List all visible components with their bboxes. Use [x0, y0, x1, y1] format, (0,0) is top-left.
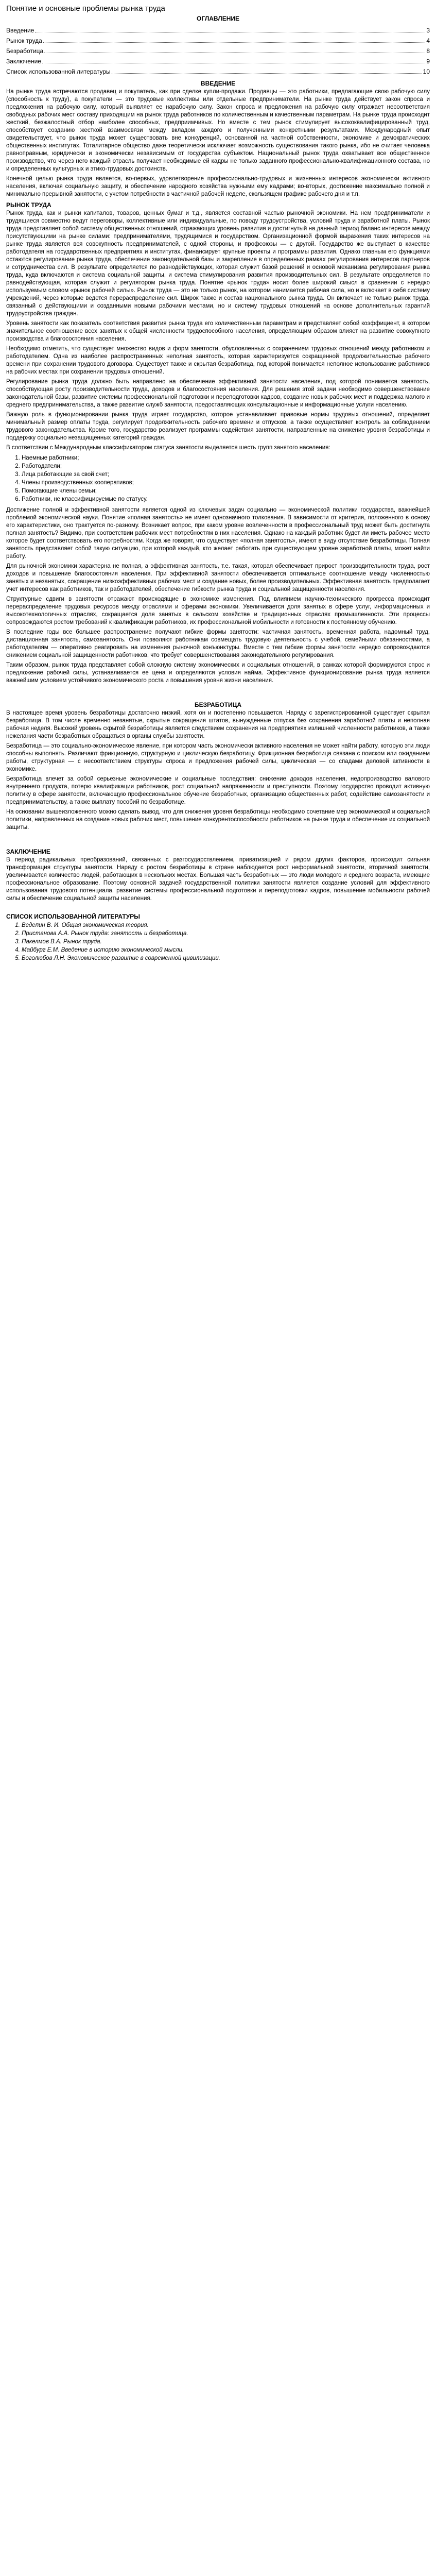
toc-item-label[interactable]: Безработица — [6, 47, 44, 55]
list-item: 5. Помогающие члены семьи; — [22, 487, 430, 495]
toc-leader — [35, 31, 425, 32]
document-page — [0, 0, 436, 962]
references-list — [22, 921, 430, 962]
reference-item: 2. Пристанова А.А. Рынок труда: занятость и безработица. — [22, 929, 430, 938]
toc-item-label[interactable]: Заключение — [6, 58, 41, 65]
toc-item[interactable] — [6, 56, 430, 66]
labor-market-paragraph: Регулирование рынка труда должно быть направлено на обеспечение эффективной занятости населения, под которой понимается занятость, способствующая росту производительности труда, доходов и благосостояния населения. Для решения этой задачи необходимо совершенствование законодательной базы, развитие системы профессиональной подготовки и переподготовки кадров, создание новых рабочих мест и поддержка малого и среднего предпринимательства, а также развитие служб занятости, предоставляющих консультационные и информационные услуги населению. — [6, 379, 430, 408]
unemployment-paragraph: Безработица — это социально-экономическое явление, при котором часть экономически активного населения не может найти работу, которую эти люди способны выполнять. Различают фрикционную, структурную и циклическую безработицу. Фрикционная безработица связана с поиском или ожиданием работы, структурная — с несоответствием структуры спроса и предложения рабочей силы, циклическая — со спадами деловой активности в экономике. — [6, 743, 430, 772]
unemployment-paragraph: Безработица влечет за собой серьезные экономические и социальные последствия: снижение доходов населения, недопроизводство валового внутреннего продукта, потерю квалификации работников, рост социальной напряженности и преступности. Поэтому государство проводит активную политику в сфере занятости, включающую профессиональное обучение безработных, организацию общественных работ, содействие самозанятости и предпринимательству, а также выплату пособий по безработице. — [6, 776, 430, 805]
toc-item[interactable] — [6, 25, 430, 36]
list-item: 4. Члены производственных кооперативов; — [22, 479, 430, 487]
labor-market-paragraph: Рынок труда, как и рынки капиталов, товаров, ценных бумаг и т.д., является составной частью рыночной экономики. На нем предприниматели и трудящиеся совместно ведут переговоры, коллективные или индивидуальные, по поводу трудоустройства, условий труда и заработной платы. Рынок труда представляет собой систему общественных отношений, отражающих уровень развития и достигнутый на данный период баланс интересов между присутствующими на рынке силами: предпринимателями, трудящимися и государством. Организационной формой выражения таких интересов на рынке труда является вся совокупность предпринимателей, с одной стороны, и профсоюзы — с другой. Государство же выступает в качестве работодателя на государственных предприятиях и институтах, финансирует крупные проекты и программы развития. Однако главным его функциями остаются регулирование рынка труда, обеспечение законодательной базы и закрепление в определенных рамках регулирования интересов партнеров и сотрудничества сил. В результате определяется по равнодействующих, которая служит базой решений и основой механизма регулирования рынка труда, куда включаются и система социальной защиты, и система стимулирования развития производительных сил. В результате определяется по равнодействующая, которая служит и регулятором рынка труда. Понятие «рынок труда» носит более широкий смысл в сравнении с нередко используемым словом «рынок рабочей силы». Рынок труда — это не только рынок, на котором нанимается рабочая сила, но и включает в себя систему учреждений, через которые ведется перераспределение сил. Широк также и состав национального рынка труда. Он включает не только рынок труда, связанный с действующими и созданными новыми рабочими местами, но и систему трудовых отношений на основе дополнительных гарантий трудоустройства граждан. — [6, 210, 430, 317]
labor-market-paragraph: Необходимо отметить, что существует множество видов и форм занятости, обусловленных с сохранением трудовых отношений между работником и работодателем. Одна из наиболее распространенных неполная занятость, которая характеризуется сокращенной продолжительностью рабочего времени при сохранении трудового договора. Существует также и скрытая безработица, под которой понимается неполное использование работников на рабочих местах при сохранении трудовых отношений. — [6, 346, 430, 375]
toc-leader — [44, 52, 425, 53]
toc-item-page: 10 — [423, 68, 430, 75]
labor-market-paragraph: Достижение полной и эффективной занятости является одной из ключевых задач социально — экономической политики государства, важнейшей проблемой экономической науки. Понятие «полная занятость» не имеет однозначного толкования. В зависимости от критерия, положенного в основу его характеристики, оно трактуется по-разному. Возникает вопрос, при каком уровне вовлеченности в профессиональный труд может быть достигнута полная занятость? Видимо, при соответствии рабочих мест потребностям в них населения. Однако на каждый работник будет ли иметь рабочее место которое будет соответствовать его потребностям. Когда же говорят, что существует «полная занятость», имеют в виду отсутствие безработицы. Полная занятость представляет собой такую ситуацию, при которой каждый, кто желает работать при существующем уровне заработной платы, может найти работу. — [6, 507, 430, 560]
toc-item-label[interactable]: Список использованной литературы — [6, 68, 111, 75]
list-item: 6. Работники, не классифицируемые по статусу. — [22, 495, 430, 503]
document-title: Понятие и основные проблемы рынка труда — [6, 4, 165, 13]
list-item: 3. Лица работающие за свой счет; — [22, 470, 430, 479]
reference-item: 3. Пакелмов В.А. Рынок труда. — [22, 938, 430, 946]
labor-market-heading: РЫНОК ТРУДА — [6, 201, 51, 209]
unemployment-paragraph: В настоящее время уровень безработицы достаточно низкий, хотя он и постепенно повышается. Наряду с зарегистрированной существует скрытая безработица. В том числе временно незанятые, скрытые сокращения штатов, вынужденные отпуска без сохранения заработной платы и неполная рабочая неделя. Высокий уровень скрытой безработицы является следствием сохранения на предприятиях излишней численности работников, а также нежелания части безработных обращаться в органы службы занятости. — [6, 710, 430, 739]
unemployment-paragraph: На основании вышеизложенного можно сделать вывод, что для снижения уровня безработицы необходимо сочетание мер экономической и социальной политики, направленных на создание новых рабочих мест, повышение конкурентоспособности работников на рынке труда и обеспечение их социальной защиты. — [6, 809, 430, 831]
intro-heading: ВВЕДЕНИЕ — [200, 80, 236, 87]
toc-item-page: 3 — [426, 27, 430, 34]
toc-item-label[interactable]: Введение — [6, 27, 34, 34]
toc-item[interactable] — [6, 46, 430, 56]
table-of-contents — [6, 25, 430, 77]
employment-status-list — [22, 454, 430, 503]
reference-item: 1. Ведепин В. И. Общая экономическая теория. — [22, 921, 430, 929]
labor-market-paragraph: В последние годы все большее распространение получают гибкие формы занятости: частичная занятость, временная работа, надомный труд, дистанционная занятость, самозанятость. Они позволяют работникам совмещать трудовую деятельность с учебой, семейными обязанностями, а работодателям — оперативно реагировать на изменения рыночной конъюнктуры. Вместе с тем гибкие формы занятости нередко сопровождаются снижением социальной защищенности работников, что требует совершенствования законодательного регулирования. — [6, 629, 430, 658]
labor-market-paragraph: Важную роль в функционировании рынка труда играет государство, которое устанавливает правовые нормы трудовых отношений, определяет минимальный размер оплаты труда, регулирует продолжительность рабочего времени и отпусков, а также осуществляет контроль за соблюдением трудового законодательства. Кроме того, государство реализует программы содействия занятости, направленные на снижение уровня безработицы и поддержку социально незащищенных категорий граждан. — [6, 412, 430, 441]
labor-market-paragraph: Уровень занятости как показатель соответствия развития рынка труда его количественным параметрам и представляет собой коэффициент, в котором значительное соотношение всех занятых к общей численности трудоспособного населения, определяющим образом влияет на развитие совокупного производства и благосостояния населения. — [6, 320, 430, 342]
intro-paragraph: На рынке труда встречаются продавец и покупатель, как при сделке купли-продажи. Продавцы — это работники, предлагающие свою рабочую силу (способность к труду), а покупатели — это трудовые коллективы или отдельные предприниматели. На рынке труда действует закон спроса и предложения на рабочую силу, который выявляет ее нарабочую силу. Закон спроса и предложения на рабочую силу отражает несоответствия свободных рабочих мест составу приходящим на рынок труда работников по количественным и качественным параметрам. На рынке труда происходит жесткий, безжалостный отбор наиболее способных, предприимчивых. Но вместе с тем рынок стимулирует высококвалифицированный труд, способствует созданию жесткой взаимосвязи между вкладом каждого и полученными конкретными результатами. Международный опыт свидетельствует, что рынок труда может существовать вне конкуренций, основанной на частной собственности, экономике и демократических общественных институтах. Тоталитарное общество даже теоретически исключает возможность существования такого рынка, ибо не считает человека равноправным, юридически и экономически независимым от государства субъектом. Национальный рынок труда охватывает все общественное производство, что через него каждый отрасль получает необходимые ей кадры не только заданного профессионально-квалификационного состава, но и определенных культурных и этико-трудовых достоинств. — [6, 89, 430, 172]
toc-item[interactable] — [6, 36, 430, 46]
labor-market-paragraph: Таким образом, рынок труда представляет собой сложную систему экономических и социальных отношений, в рамках которой формируются спрос и предложение рабочей силы, устанавливается ее цена и определяются условия найма. Эффективное функционирование рынка труда является важнейшим условием устойчивого экономического роста и повышения уровня жизни населения. — [6, 662, 430, 684]
toc-heading: ОГЛАВЛЕНИЕ — [196, 15, 239, 22]
toc-leader — [42, 62, 425, 63]
toc-leader — [43, 42, 425, 43]
references-heading: СПИСОК ИСПОЛЬЗОВАННОЙ ЛИТЕРАТУРЫ — [6, 913, 140, 920]
toc-item-page: 4 — [426, 37, 430, 44]
labor-market-paragraph: В соответствии с Международным классификатором статуса занятости выделяется шесть групп занятого населения: — [6, 445, 330, 451]
toc-item-page: 8 — [426, 47, 430, 55]
conclusion-paragraph: В период радикальных преобразований, связанных с разгосударствлением, приватизацией и рядом других факторов, происходит сильная трансформация структуры занятости. Наряду с ростом безработицы в стране наблюдается рост неформальной занятости, вторичной занятости, увеличивается количество людей, работающих в нескольких местах. Большая часть безработных — это люди молодого и среднего возраста, имеющие профессиональное образование. Поэтому основной задачей государственной политики занятости является создание условий для эффективного использования трудового потенциала, развитие системы профессиональной подготовки и переподготовки кадров, повышение мобильности рабочей силы и обеспечение социальной защиты населения. — [6, 857, 430, 902]
list-item: 2. Работодатели; — [22, 462, 430, 470]
intro-paragraph: Конечной целью рынка труда является, во-первых, удовлетворение профессионально-трудовых и жизненных интересов экономически активного населения, включая социальную защиту, и обеспечение народного хозяйства нужными ему кадрами; во-вторых, достижение максимально полной и минимально прерывной занятости, с учетом потребности в частичной рабочей неделе, скользящем графике рабочего дня и т.п. — [6, 176, 430, 197]
toc-item-page: 9 — [426, 58, 430, 65]
toc-item-label[interactable]: Рынок труда — [6, 37, 42, 44]
toc-leader — [112, 73, 422, 74]
reference-item: 5. Боголюбов Л.Н. Экономическое развитие в современной цивилизации. — [22, 954, 430, 962]
reference-item: 4. Майбург Е.М. Введение в историю экономической мысли. — [22, 946, 430, 954]
labor-market-paragraph: Структурные сдвиги в занятости отражают происходящие в экономике изменения. Под влиянием научно-технического прогресса происходит перераспределение трудовых ресурсов между отраслями и сферами экономики. Увеличивается доля занятых в сфере услуг, информационных и высокотехнологичных отраслях, сокращается доля занятых в сельском хозяйстве и традиционных отраслях промышленности. Эти процессы сопровождаются ростом требований к квалификации работников, их профессиональной мобильности и готовности к постоянному обучению. — [6, 596, 430, 625]
toc-item[interactable] — [6, 66, 430, 77]
list-item: 1. Наемные работники; — [22, 454, 430, 462]
unemployment-heading: БЕЗРАБОТИЦА — [194, 701, 242, 708]
labor-market-paragraph: Для рыночной экономики характерна не полная, а эффективная занятость, т.е. такая, которая обеспечивает прирост производительности труда, рост доходов и повышение благосостояния населения. При эффективной занятости обеспечивается оптимальное соотношение между численностью занятых и незанятых, сокращение низкоэффективных рабочих мест и создание новых, более производительных. Эффективная занятость предполагает учет интересов как работников, так и работодателей, обеспечение гибкости рынка труда и социальной защищенности населения. — [6, 563, 430, 592]
conclusion-heading: ЗАКЛЮЧЕНИЕ — [6, 848, 50, 855]
